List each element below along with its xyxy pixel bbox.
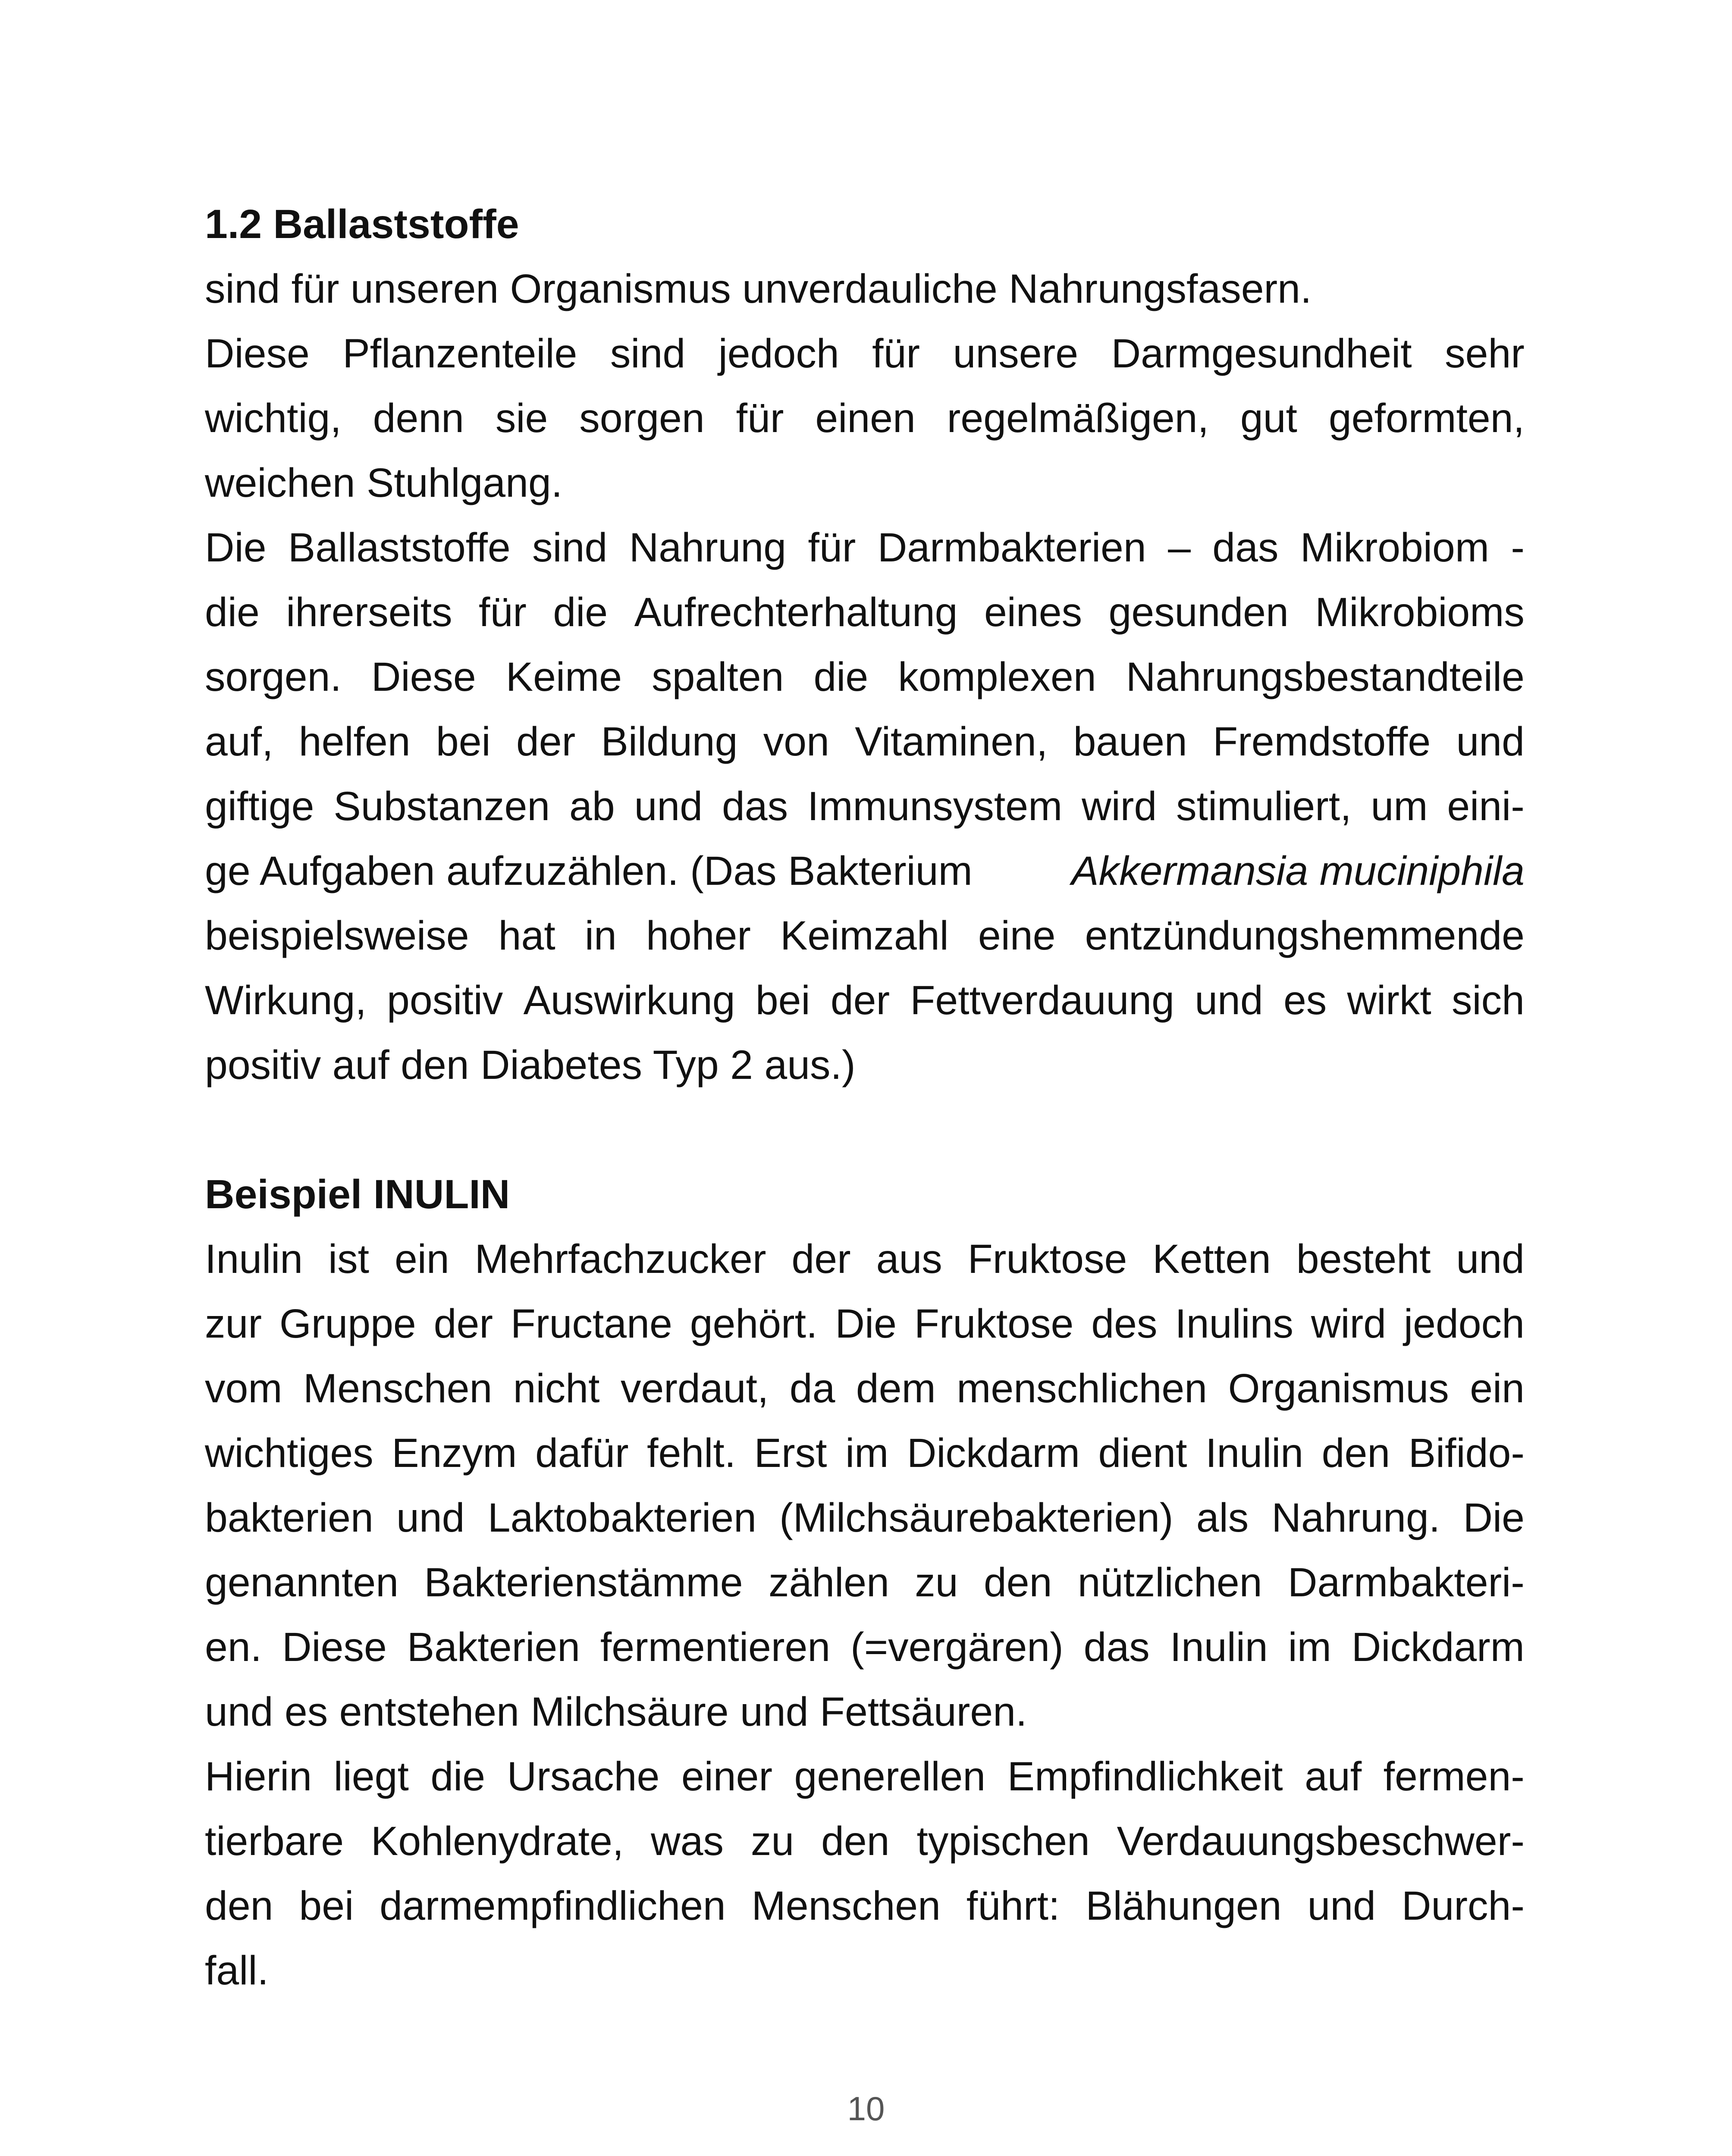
word: -: [1511, 525, 1525, 570]
word: Immunsystem: [807, 783, 1063, 829]
word: den: [205, 1883, 273, 1929]
word: Vitaminen,: [855, 719, 1048, 765]
section-spacer: [205, 1097, 1525, 1162]
word: ab: [569, 783, 615, 829]
page-content: [205, 192, 1525, 2003]
word: führt:: [966, 1883, 1060, 1929]
word: da: [789, 1366, 835, 1411]
word: Mikrobiom: [1300, 525, 1489, 570]
word: jedoch: [1404, 1301, 1525, 1347]
word: einer: [681, 1754, 773, 1799]
paragraph-line: [205, 1874, 1525, 1938]
word: es: [1283, 978, 1327, 1023]
word: unsere: [953, 331, 1079, 376]
word: Die: [1463, 1495, 1525, 1541]
word: Hierin: [205, 1754, 312, 1799]
section-heading-ballaststoffe: 1.2 Ballaststoffe: [205, 201, 519, 247]
word: Verdauungsbeschwer-: [1117, 1818, 1525, 1864]
word: komplexen: [898, 654, 1096, 700]
word: Diese: [371, 654, 476, 700]
italic-species-name: Akkermansia muciniphila: [1071, 848, 1525, 894]
word: Bifido-: [1408, 1430, 1525, 1476]
word: generellen: [794, 1754, 986, 1799]
word: ist: [328, 1236, 370, 1282]
word: Durch-: [1401, 1883, 1525, 1929]
paragraph-line: [205, 1744, 1525, 1809]
word: bei: [299, 1883, 354, 1929]
word: Fettverdauung: [910, 978, 1174, 1023]
word: bei: [436, 719, 491, 765]
word: Keime: [505, 654, 622, 700]
word: spalten: [652, 654, 784, 700]
word: Fruktose: [914, 1301, 1074, 1347]
word: bakterien: [205, 1495, 373, 1541]
word: denn: [373, 395, 464, 441]
word: Die: [205, 525, 267, 570]
word: beispielsweise: [205, 913, 469, 959]
paragraph-line: [205, 321, 1525, 386]
word: für: [736, 395, 784, 441]
word: Inulins: [1175, 1301, 1293, 1347]
word: sorgen: [579, 395, 705, 441]
word: zu: [750, 1818, 794, 1864]
word: genannten: [205, 1560, 399, 1605]
word: hat: [498, 913, 555, 959]
word: und: [396, 1495, 465, 1541]
word: aus: [876, 1236, 942, 1282]
word: ihrerseits: [286, 589, 452, 635]
word: Nahrungsbestandteile: [1126, 654, 1525, 700]
word: Blähungen: [1086, 1883, 1282, 1929]
word: fermen-: [1383, 1754, 1525, 1799]
word: Mikrobioms: [1315, 589, 1525, 635]
paragraph-line: und es entstehen Milchsäure und Fettsäuren.: [205, 1689, 1027, 1735]
word: Darmgesundheit: [1111, 331, 1412, 376]
word: jedoch: [718, 331, 839, 376]
word: eine: [978, 913, 1056, 959]
word: sind: [532, 525, 608, 570]
word: der: [791, 1236, 851, 1282]
word: Menschen: [751, 1883, 941, 1929]
word: um: [1371, 783, 1428, 829]
word: Ursache: [507, 1754, 660, 1799]
word: den: [1321, 1430, 1390, 1476]
word: vom: [205, 1366, 282, 1411]
word: tierbare: [205, 1818, 344, 1864]
word: und: [1456, 719, 1525, 765]
word: im: [845, 1430, 889, 1476]
word: Pflanzenteile: [342, 331, 577, 376]
word: Inulin: [1170, 1624, 1268, 1670]
word: und: [1307, 1883, 1376, 1929]
word: die: [205, 589, 260, 635]
word: Ballaststoffe: [288, 525, 511, 570]
word: bei: [755, 978, 810, 1023]
word: (=vergären): [850, 1624, 1064, 1670]
paragraph-line: [205, 1485, 1525, 1550]
word: Diese: [205, 331, 310, 376]
word: Diese: [282, 1624, 387, 1670]
word: den: [983, 1560, 1052, 1605]
word: von: [763, 719, 829, 765]
word: Aufrechterhaltung: [634, 589, 958, 635]
paragraph-line: [205, 968, 1525, 1033]
word: geformten,: [1328, 395, 1525, 441]
word: Erst: [754, 1430, 827, 1476]
page-number: 10: [847, 2090, 885, 2128]
word: positiv: [387, 978, 503, 1023]
word: Empfindlichkeit: [1007, 1754, 1283, 1799]
word: das: [722, 783, 788, 829]
paragraph-line: fall.: [205, 1948, 269, 1993]
word: Bakterienstämme: [424, 1560, 743, 1605]
word: der: [516, 719, 576, 765]
paragraph-line: [205, 709, 1525, 774]
word: fehlt.: [647, 1430, 736, 1476]
word: Darmbakterien: [877, 525, 1146, 570]
word: Die: [835, 1301, 897, 1347]
word: Keimzahl: [780, 913, 949, 959]
word: wird: [1311, 1301, 1387, 1347]
word: in: [584, 913, 617, 959]
word: regelmäßigen,: [947, 395, 1209, 441]
word: Organismus: [1228, 1366, 1449, 1411]
word: zählen: [768, 1560, 889, 1605]
word: liegt: [333, 1754, 409, 1799]
word: wirkt: [1347, 978, 1431, 1023]
word: Wirkung,: [205, 978, 367, 1023]
paragraph-line: [205, 1550, 1525, 1615]
word: helfen: [298, 719, 411, 765]
word: hoher: [646, 913, 751, 959]
word: gut: [1240, 395, 1297, 441]
word: entzündungshemmende: [1085, 913, 1525, 959]
word: auf: [1305, 1754, 1362, 1799]
word: verdaut,: [620, 1366, 769, 1411]
word: für: [808, 525, 856, 570]
word: Kohlenydrate,: [370, 1818, 624, 1864]
word: dient: [1098, 1430, 1187, 1476]
word: sehr: [1445, 331, 1525, 376]
word: dafür: [535, 1430, 629, 1476]
word: fermentieren: [600, 1624, 831, 1670]
word: zu: [915, 1560, 958, 1605]
word: die: [430, 1754, 486, 1799]
paragraph-line: [205, 515, 1525, 580]
word: und: [634, 783, 703, 829]
word: sich: [1451, 978, 1525, 1023]
word: Ketten: [1152, 1236, 1271, 1282]
word: und: [1456, 1236, 1525, 1282]
word: der: [433, 1301, 493, 1347]
word: Gruppe: [279, 1301, 416, 1347]
paragraph-line: [205, 645, 1525, 709]
word: was: [651, 1818, 724, 1864]
word: die: [813, 654, 869, 700]
word: stimuliert,: [1176, 783, 1352, 829]
word: Enzym: [392, 1430, 517, 1476]
word: und: [1195, 978, 1263, 1023]
word: sie: [495, 395, 548, 441]
paragraph-line: [205, 1356, 1525, 1421]
word: nicht: [513, 1366, 600, 1411]
word: sorgen.: [205, 654, 342, 700]
word: –: [1168, 525, 1191, 570]
word: Inulin: [205, 1236, 303, 1282]
paragraph-line: [205, 903, 1525, 968]
word: des: [1091, 1301, 1158, 1347]
word: en.: [205, 1624, 262, 1670]
word: wichtiges: [205, 1430, 373, 1476]
word: typischen: [916, 1818, 1090, 1864]
paragraph-line: [205, 386, 1525, 451]
word: Nahrung.: [1271, 1495, 1440, 1541]
word: sind: [610, 331, 686, 376]
word: Substanzen: [333, 783, 550, 829]
word: Menschen: [303, 1366, 493, 1411]
paragraph-line: [205, 580, 1525, 645]
word: Bildung: [601, 719, 738, 765]
word: Bakterien: [407, 1624, 580, 1670]
word: für: [479, 589, 527, 635]
word: Mehrfachzucker: [474, 1236, 766, 1282]
word: die: [553, 589, 608, 635]
word: gesunden: [1108, 589, 1289, 635]
paragraph-line: [205, 1615, 1525, 1680]
word: als: [1196, 1495, 1249, 1541]
word: wichtig,: [205, 395, 342, 441]
word: Laktobakterien: [487, 1495, 756, 1541]
word: das: [1083, 1624, 1150, 1670]
word: eines: [984, 589, 1082, 635]
paragraph-line: [205, 1809, 1525, 1874]
word: (Milchsäurebakterien): [779, 1495, 1173, 1541]
paragraph-line-with-italic: [205, 839, 1525, 903]
word: ein: [1470, 1366, 1525, 1411]
word: den: [821, 1818, 890, 1864]
word: im: [1288, 1624, 1331, 1670]
word: besteht: [1296, 1236, 1431, 1282]
word: für: [872, 331, 920, 376]
word: Fruktose: [967, 1236, 1127, 1282]
paragraph-line: [205, 1421, 1525, 1485]
word: bauen: [1073, 719, 1187, 765]
word: giftige: [205, 783, 314, 829]
word: gehört.: [690, 1301, 818, 1347]
paragraph-line-text: ge Aufgaben aufzuzählen. (Das Bakterium: [205, 848, 973, 894]
section-heading-inulin: Beispiel INULIN: [205, 1172, 510, 1217]
word: wird: [1082, 783, 1157, 829]
paragraph-line: weichen Stuhlgang.: [205, 460, 563, 506]
word: einen: [815, 395, 916, 441]
word: nützlichen: [1077, 1560, 1262, 1605]
word: darmempfindlichen: [380, 1883, 726, 1929]
word: Darmbakteri-: [1287, 1560, 1525, 1605]
word: Fremdstoffe: [1213, 719, 1431, 765]
word: auf,: [205, 719, 273, 765]
word: Dickdarm: [1351, 1624, 1525, 1670]
word: Auswirkung: [523, 978, 735, 1023]
paragraph-line: [205, 1227, 1525, 1291]
paragraph-line: positiv auf den Diabetes Typ 2 aus.): [205, 1042, 856, 1088]
paragraph-line: [205, 1291, 1525, 1356]
word: das: [1212, 525, 1279, 570]
word: dem: [856, 1366, 936, 1411]
word: zur: [205, 1301, 262, 1347]
word: ein: [394, 1236, 449, 1282]
word: menschlichen: [957, 1366, 1208, 1411]
word: eini-: [1447, 783, 1525, 829]
paragraph-line: [205, 774, 1525, 839]
word: Nahrung: [629, 525, 787, 570]
word: der: [830, 978, 890, 1023]
word: Inulin: [1205, 1430, 1304, 1476]
word: Dickdarm: [907, 1430, 1080, 1476]
paragraph-line: sind für unseren Organismus unverdauliche Nahrungsfasern.: [205, 266, 1312, 312]
word: Fructane: [510, 1301, 672, 1347]
